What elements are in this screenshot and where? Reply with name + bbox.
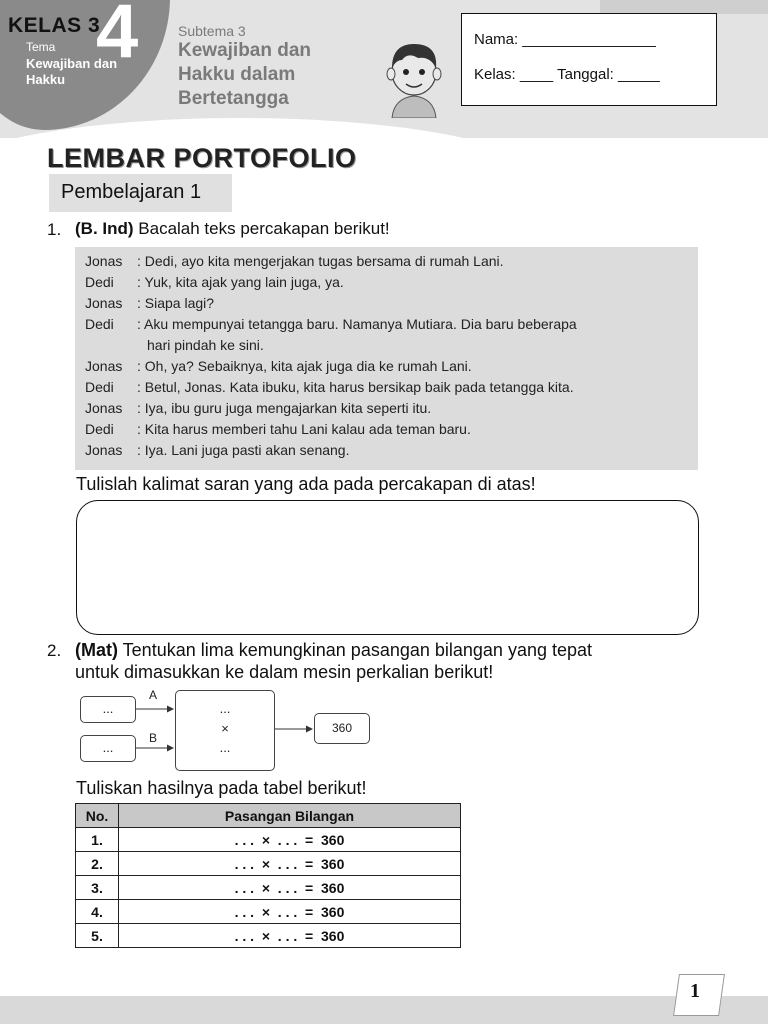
table-row: 2. . . . × . . . = 360 bbox=[76, 852, 461, 876]
dialog-line: Dedi : Aku mempunyai tetangga baru. Namanya Mutiara. Dia baru beberapa bbox=[85, 316, 577, 332]
input-b-box: ... bbox=[80, 735, 136, 762]
result-table bbox=[75, 803, 461, 948]
question-2-text-line2: untuk dimasukkan ke dalam mesin perkalian berikut! bbox=[75, 662, 494, 682]
theme-number: 4 bbox=[96, 0, 139, 74]
table-header-row bbox=[76, 804, 461, 828]
dialog-line: Jonas : Oh, ya? Sebaiknya, kita ajak juga dia ke rumah Lani. bbox=[85, 358, 472, 374]
dialog-line: Dedi : Kita harus memberi tahu Lani kalau ada teman baru. bbox=[85, 421, 471, 437]
label-a: A bbox=[149, 688, 158, 702]
question-2-subject: (Mat) bbox=[75, 640, 118, 660]
table-row: 5. . . . × . . . = 360 bbox=[76, 924, 461, 948]
output-box: 360 bbox=[314, 713, 370, 744]
dialog-line: Jonas : Iya, ibu guru juga mengajarkan kita seperti itu. bbox=[85, 400, 432, 416]
page-number: 1 bbox=[690, 980, 700, 1002]
table-row: 1. . . . × . . . = 360 bbox=[76, 828, 461, 852]
tema-label: Tema bbox=[26, 40, 56, 54]
footer-bar bbox=[0, 996, 768, 1024]
table-row: 3. . . . × . . . = 360 bbox=[76, 876, 461, 900]
label-b: B bbox=[149, 731, 158, 745]
machine-top-value: ... bbox=[219, 701, 231, 716]
subtema-label: Subtema 3 bbox=[178, 23, 246, 39]
table-intro: Tuliskan hasilnya pada tabel berikut! bbox=[76, 778, 367, 798]
machine-bottom-value: ... bbox=[219, 740, 231, 755]
question-2-number: 2. bbox=[47, 641, 62, 660]
kelas-tanggal-field[interactable]: Kelas: ____ Tanggal: _____ bbox=[474, 66, 660, 83]
header-pasangan: Pasangan Bilangan bbox=[119, 804, 461, 828]
multiplication-machine bbox=[175, 690, 275, 771]
question-1-subject: (B. Ind) bbox=[75, 219, 134, 238]
question-1-task: Tulislah kalimat saran yang ada pada percakapan di atas! bbox=[76, 474, 536, 494]
input-a-box: ... bbox=[80, 696, 136, 723]
page-title: LEMBAR PORTOFOLIO bbox=[47, 143, 357, 173]
header-no: No. bbox=[76, 804, 119, 828]
kelas-label: KELAS 3 bbox=[8, 14, 101, 37]
dialog-line: Dedi : Betul, Jonas. Kata ibuku, kita harus bersikap baik pada tetangga kita. bbox=[85, 379, 574, 395]
question-1-number: 1. bbox=[47, 220, 62, 239]
dialog-line-continuation: hari pindah ke sini. bbox=[147, 337, 264, 353]
dialog-line: Jonas : Siapa lagi? bbox=[85, 295, 215, 311]
machine-operator: × bbox=[221, 721, 229, 736]
dialog-line: Dedi : Yuk, kita ajak yang lain juga, ya. bbox=[85, 274, 344, 290]
question-1-text: Bacalah teks percakapan berikut! bbox=[133, 219, 390, 238]
tema-title: Kewajiban dan Hakku bbox=[26, 56, 118, 87]
nama-field[interactable]: Nama: ________________ bbox=[474, 31, 656, 48]
dialog-line: Jonas : Iya. Lani juga pasti akan senang. bbox=[85, 442, 350, 458]
lesson-label: Pembelajaran 1 bbox=[61, 181, 202, 203]
table-row: 4. . . . × . . . = 360 bbox=[76, 900, 461, 924]
subtema-title: Kewajiban dan Hakku dalam Bertetangga bbox=[178, 40, 312, 109]
question-2-text-line1: Tentukan lima kemungkinan pasangan bilangan yang tepat bbox=[118, 640, 593, 660]
dialog-line: Jonas : Dedi, ayo kita mengerjakan tugas bersama di rumah Lani. bbox=[85, 253, 504, 269]
